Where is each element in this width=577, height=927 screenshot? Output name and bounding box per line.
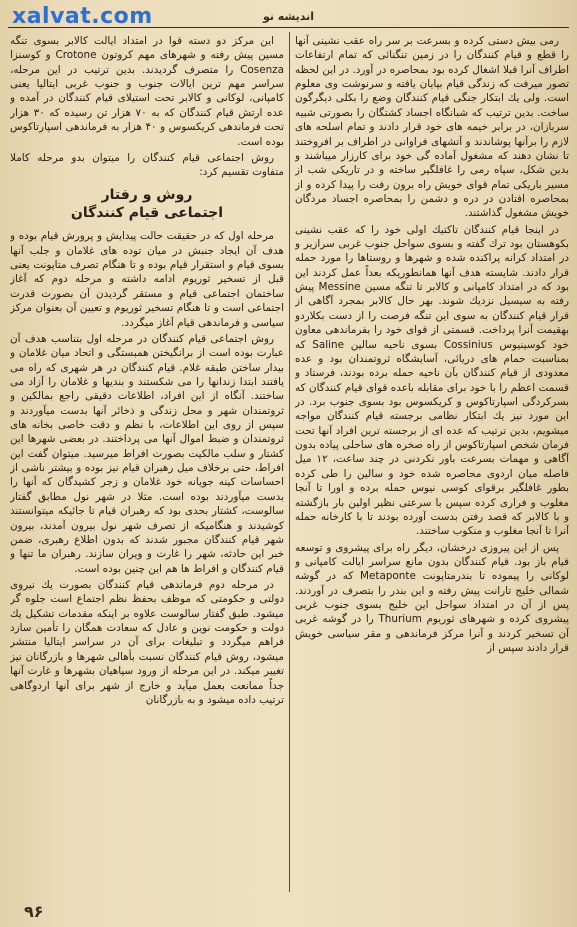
paragraph: این مرکز دو دسته قوا در امتداد ایالت کالابر بسوی تنگه مسین پیش رفته و شهرهای مهم کروتون Crotone و کوسنزا Cosenza را متصرف گردیدند. بدین ترتیب در این مرحله، سراسر مهم ترین ایالات جنوب و جنوب غربی ایتالیا یعنی کامپانی، لوکانی و کالابر تحت استیلای قیام کنندگان در آمده و عده ارتش قیام کنندگان که به ۷۰ هزار تن رسیده که ۳۰ هزار تحت فرماندهی کریکسوس و ۴۰ هزار به فرماندهی اسپارتاکوس بوده است. bbox=[10, 35, 284, 148]
paragraph: رمی بیش دستی کرده و بسرعت بر سر راه عقب نشینی آنها را قطع و قیام کنندگان را در زمین تنگنائی که تمام ارتفاعات اطراف آنرا قبلا اشغال کرده بود بمحاصره در آورد. در این لحظه تصور میرفت که زندگی قیام بپایان یافته و سرنوشت وی معلوم است. ولی یك ابتکار جنگی قیام کنندگان وضع را بکلی دیگرگون ساخت. بدین ترتیب که شبانگاه اجساد کشتگان را بصورتی شبیه سربازان، در برابر خیمه های خود قرار دادند و تمام اسلحه های لازم را برآنها پوشاندند و آتشهای فراوانی در اطراف بر افروختند تا نشان دهند که مشغول آماده گی خود برای کارزار میباشند و بدین شکل، سپاه رمی را غافلگیر ساخته و در تاریکی شب از مسیر باریکی تمام قوای خویش راه برون رفت را پیدا کرده و از بمحاصره افتادن در دره و دشمن را بمحاصره اجساد مردگان خویش مشغول گذاشتند. bbox=[295, 35, 569, 220]
section-heading-line-1: روش و رفتار bbox=[101, 186, 193, 203]
page-number: ۹۶ bbox=[24, 902, 44, 921]
section-heading-line-2: اجتماعی قیام کنندگان bbox=[70, 205, 224, 222]
paragraph: در اینجا قیام کنندگان تاکتیك اولی خود را که عقب نشینی بکوهستان بود ترك گفته و بسوی سواحل جنوب غربی سرازیر و در امتداد کرانه پراکنده شده و شهرها و روستاها را مورد حمله قرار دادند. شایسته هدف آنها همانطوریکه بعداً عمل کردند این بود که در امتداد کامپانی و کالابر تا تنگه مسین Messine پیش رفته به سیسیل نزدیك شوند. بهر حال کالابر بمجرد آگاهی از قرار قیام کنندگان به سوی این تنگه فرصت را از دست بکلاردو بهقیمت آنرا پرداخت. قسمتی از قوای خود را بفرماندهی معاون خود کوسینیوس Cossinius بسوی ناحیه سالین Saline که بمناسبت حمام های دریائی، آسایشگاه ثروتمندان بود و عده معدودی از قیام کنندگان بآن ناحیه حمله برده بودند، فرستاد و قسمت اعظم را با خود برای مقابله باعده قوای قیام کنندگان که بسرکردگی اسپارتاکوس و کریکسوس بود بسوی جنوب برد. در این مورد نیز یك ابتکار نظامی برجسته قیام کنندگان مواجه میشویم، بدین ترتیب که عده ای از برجسته ترین افراد آنها تحت فرمان شخص اسپارتاکوس از راه صخره های ساحلی پیاده بدون آگاهی و مهمات بسرعت باور نکردنی در چند ساعت، ۱۲ میل فاصله میان اردوی محاصره شده خود و سالین را طی کرده بطور غافلگیر برقوای کوسی نیوس حمله برده و اورا تا آنجا مغلوب و فراری کرده سپس با سرعتی نظیر اولین بار بازگشته و با کالابر که قصد رفتن بدست آورده بودند تا با کارخانه حمله آنرا تا آنجا مغلوب و منکوب ساختند. bbox=[295, 223, 569, 538]
section-heading bbox=[10, 186, 284, 224]
right-column bbox=[295, 34, 569, 890]
paragraph: مرحله اول که در حقیقت حالت پیدایش و پرورش قیام بوده و هدف آن ایجاد جنبش در میان توده های غلامان و جلب آنها بسوی قیام و استقرار قیام بوده و تا هنگام تصرف متاپونت یعنی قبل از تسخیر ثوریوم ادامه داشته و مرحله دوم که آغاز ساختمان اجتماعی قیام و مستقر گردیدن آن بصورت قدرت اجتماعی است و تا هنگام تسخیر ثوریوم و تعیین آن بعنوان مرکز سیاسی و فرماندهی قیام آغاز میگردد. bbox=[10, 230, 284, 329]
site-watermark: xalvat.com bbox=[12, 4, 153, 29]
column-divider bbox=[289, 32, 290, 892]
header-rule bbox=[8, 27, 569, 28]
paragraph: پس از این پیروزی درخشان، دیگر راه برای پیشروی و توسعه قیام باز بود. قیام کنندگان بدون مانع سراسر ایالت کامپانی و لوکانی را پیموده تا بندرمتاپونت Metaponte که در گوشه شمالی خلیج تارانت پیش رفته و این بندر را بتصرف در آوردند. پس از آن در امتداد سواحل این خلیج بسوی جنوب غربی پیشروی کرده و شهرهای ثوریوم Thurium را در گوشه غربی آن تسخیر کردند و آنرا مرکز فرماندهی و مقر سیاسی خویش قرار دادند سپس از bbox=[295, 541, 569, 655]
running-header-title: اندیشه نو bbox=[262, 10, 315, 23]
paragraph: روش اجتماعی قیام کنندگان را میتوان بدو مرحله کاملا متفاوت تقسیم کرد: bbox=[10, 151, 284, 179]
paragraph: در مرحله دوم فرماندهی قیام کنندگان بصورت یك نیروی دولتی و حکومتی که موظف بحفظ نظم اجتماع است جلوه گر میشود. طبق گفتار سالوست علاوه بر اینکه مقدمات تشکیل یك دولت و حکومت نوین و عادل که سعادت همگان را تأمین سازد فراهم میگردد و تبلیغات برای آن در سراسر ایتالیا منتشر میشود، روش قیام کنندگان نسبت بأهالی شهرها و بازرگانان نیز تغییر میکند. در این مرحله از ورود سپاهیان بشهرها و غارت آنها جداً ممانعت بعمل میآید و خارج از شهر برای آنها اردوگاهی ترتیب داده میشود و به بازرگانان bbox=[10, 579, 284, 706]
paragraph: روش اجتماعی قیام کنندگان در مرحله اول بتناسب هدف آن عبارت بوده است از برانگیختن همبستگی و اتحاد میان غلامان و بیدار ساختن طبقه غلام. قیام کنندگان در هر شهری که راه می یافتند ابتدا زندانها را می شکستند و بندیها و غلامان را آزاد می ساختند. آنگاه از این افراد، اطلاعات دقیقی راجع بمالکین و ثروتمندان شهر و محل زندگی و ذخائر آنها بدست میآوردند و سپس از روی این اطلاعات، با نظم و دقت خاصی بخانه های ثروتمندان و ضبط اموال آنها می پرداختند. در بعضی شهرها این کشتار و سلب مالکیت بصورت افراط میرسید. میتوان گفت این افراط، حتی برخلاف میل رهبران قیام نیز بوده و بیشتر ناشی از احساسات کینه جویانه خود غلامان و زجر کشیدگان که آنها را بدست میآوردند بوده است. مثلا در شهر نول مطابق گفتار سالوست، کشتار بحدی بود که رهبران قیام تا جائیکه میتوانستند کوشیدند و هنگامیکه از تصرف شهر نول بیرون آمدند، بیرون شهر قیام کنندگان مجبور شدند که بدون اطلاع رهبری، ضمن خبر این حادثه، شهر را غارت و ویران سازند. رهبران ما تنها و قیام کنندگان و افراط ها هم این چنین بوده است. bbox=[10, 332, 284, 575]
left-column bbox=[10, 34, 284, 890]
